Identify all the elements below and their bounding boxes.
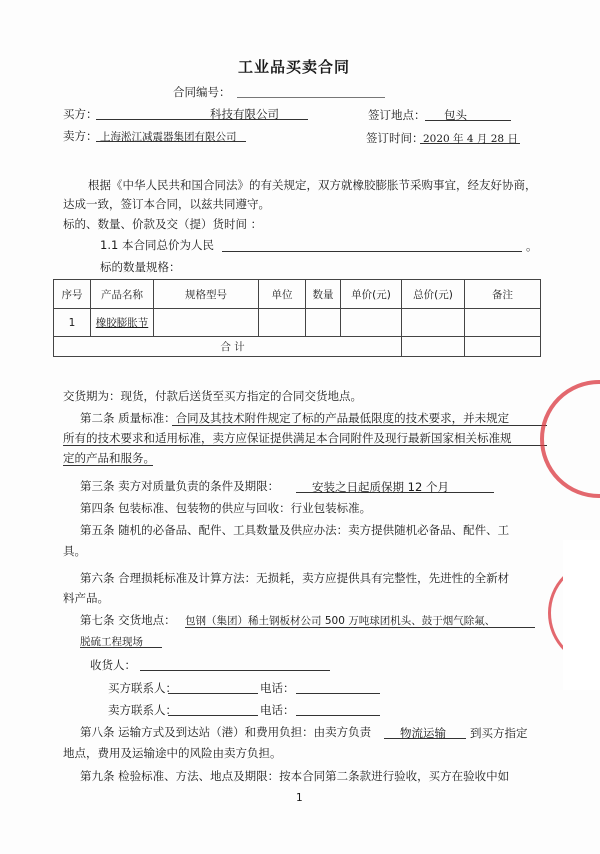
clause-8-tail: 到买方指定 <box>470 726 528 740</box>
row-product-name-text: 橡胶膨胀节 <box>95 317 149 329</box>
buyer-name: 科技有限公司 <box>210 107 279 121</box>
clause-7-label: 第七条 交货地点： <box>80 613 176 627</box>
contract-number-redacted <box>237 96 385 98</box>
table-total-row <box>54 337 541 357</box>
intro-line-2: 达成一致，签订本合同，以兹共同遵守。 <box>63 197 270 211</box>
seller-phone-label: 电话： <box>260 703 295 717</box>
clause-5-line-1: 第五条 随机的必备品、配件、工具数量及供应办法：卖方提供随机必备品、配件、工 <box>80 523 510 537</box>
delivery-period: 交货期为：现货，付款后送货至买方指定的合同交货地点。 <box>63 389 362 403</box>
quantity-spec-label: 标的数量规格： <box>100 260 181 274</box>
clause-3-label: 第三条 卖方对质量负责的条件及期限： <box>80 479 280 493</box>
price-underline <box>222 251 522 252</box>
seller-label: 卖方： <box>63 129 98 143</box>
clause-8-transport: 物流运输 <box>400 726 446 740</box>
price-clause-end: 。 <box>526 239 538 253</box>
sign-time: 2020 年 4 月 28 日 <box>423 133 518 145</box>
clause-6-line-2: 料产品。 <box>63 591 109 605</box>
intro-line-1: 根据《中华人民共和国合同法》的有关规定，双方就橡胶膨胀节采购事宜，经友好协商， <box>88 178 537 192</box>
row-total-price <box>402 309 465 337</box>
seller-contact-underline <box>168 715 258 716</box>
seller-phone-underline <box>296 715 380 716</box>
receiver-underline <box>140 670 330 671</box>
header-quantity: 数量 <box>306 280 341 309</box>
clause-6-line-1: 第六条 合理损耗标准及计算方法：无损耗，卖方应提供具有完整性，先进性的全新材 <box>80 571 510 585</box>
row-no: 1 <box>54 309 91 337</box>
seller-contact-label: 卖方联系人： <box>108 703 177 717</box>
clause-3-value: 安装之日起质保期 12 个月 <box>312 480 449 494</box>
header-no: 序号 <box>54 280 91 309</box>
sign-place: 包头 <box>444 108 467 122</box>
buyer-contact-underline <box>168 693 258 694</box>
total-label: 合 计 <box>54 337 402 357</box>
seal-stamp <box>540 380 600 498</box>
clause-9: 第九条 检验标准、方法、地点及期限：按本合同第二条款进行验收，买方在验收中如 <box>80 769 510 783</box>
sign-time-label: 签订时间： <box>366 131 424 145</box>
sign-place-underline <box>425 120 511 121</box>
clause-2-line-3: 定的产品和服务。 <box>63 451 155 465</box>
section-label: 标的、数量、价款及交（提）货时间 ： <box>63 217 263 231</box>
row-product-name <box>91 309 154 337</box>
price-clause: 1.1 本合同总价为人民 <box>100 238 214 252</box>
contract-number-label: 合同编号： <box>173 85 231 99</box>
header-unit: 单位 <box>259 280 306 309</box>
clause-8-label: 第八条 运输方式及到达站（港）和费用负担：由卖方负责 <box>80 725 372 739</box>
total-remarks <box>465 337 541 357</box>
row-quantity <box>306 309 341 337</box>
row-unit <box>259 309 306 337</box>
clause-7-underline-2 <box>80 647 162 648</box>
row-unit-price <box>341 309 402 337</box>
table-row <box>54 309 541 337</box>
clause-7-underline-1 <box>185 627 535 628</box>
items-table <box>53 279 541 357</box>
header-spec-model: 规格型号 <box>154 280 259 309</box>
receiver-label: 收货人： <box>90 658 136 672</box>
header-product-name: 产品名称 <box>91 280 154 309</box>
clause-2-underline-2 <box>63 445 547 446</box>
buyer-label: 买方： <box>63 107 98 121</box>
buyer-contact-label: 买方联系人： <box>108 681 177 695</box>
page-number: 1 <box>296 792 303 804</box>
clause-2-underline-3 <box>63 465 153 466</box>
clause-8-line-2: 地点，费用及运输途中的风险由卖方负担。 <box>63 746 282 760</box>
seller-name: 上海淞江减震器集团有限公司 <box>100 131 237 143</box>
row-remarks <box>465 309 541 337</box>
total-amount <box>402 337 465 357</box>
buyer-phone-label: 电话： <box>260 681 295 695</box>
clause-4: 第四条 包装标准、包装物的供应与回收：行业包装标准。 <box>80 501 372 515</box>
clause-2-underline-1 <box>172 425 547 426</box>
clause-2-text-1: 第二条 质量标准：合同及其技术附件规定了标的产品最低限度的技术要求，并未规定 <box>80 411 510 425</box>
header-unit-price: 单价(元) <box>341 280 402 309</box>
clause-7-place: 包钢（集团）稀土钢板材公司 500 万吨球团机头、鼓于烟气除氟、 <box>185 615 496 627</box>
document-title: 工业品买卖合同 <box>238 58 351 76</box>
redaction-block <box>563 540 600 690</box>
clause-5-line-2: 具。 <box>63 544 86 558</box>
clause-2-line-1 <box>80 410 509 426</box>
row-spec-model <box>154 309 259 337</box>
clause-7-place-2: 脱硫工程现场 <box>80 636 143 648</box>
header-total-price: 总价(元) <box>402 280 465 309</box>
sign-place-label: 签订地点： <box>368 108 426 122</box>
table-header-row <box>54 280 541 309</box>
clause-2-line-2: 所有的技术要求和适用标准，卖方应保证提供满足本合同附件及现行最新国家相关标准规 <box>63 431 512 445</box>
buyer-phone-underline <box>296 693 380 694</box>
header-remarks: 备注 <box>465 280 541 309</box>
